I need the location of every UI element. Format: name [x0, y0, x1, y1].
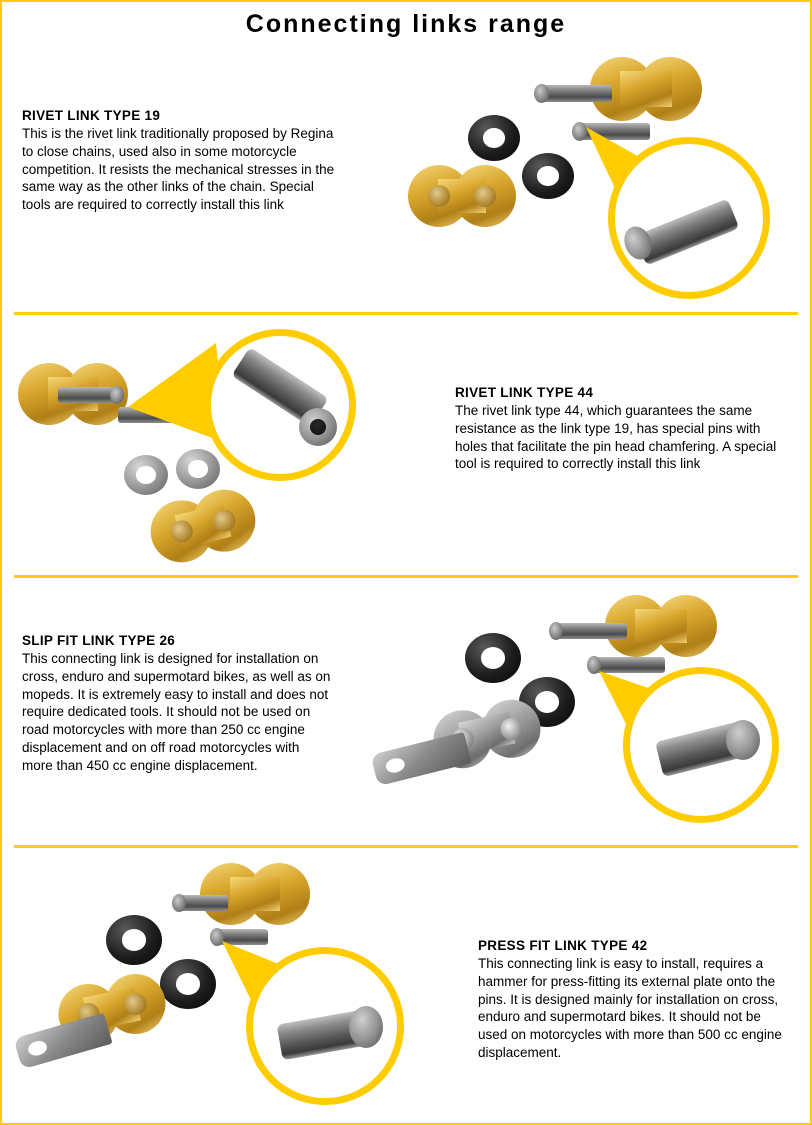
illustration-slip-fit-link-26	[355, 585, 800, 840]
magnified-plain-pin	[635, 198, 740, 265]
section-title-press-fit-link-type-42: PRESS FIT LINK TYPE 42	[478, 938, 648, 953]
section-divider-2	[14, 575, 798, 578]
section-title-rivet-link-type-19: RIVET LINK TYPE 19	[22, 108, 161, 123]
illustration-rivet-link-44	[10, 325, 410, 570]
magnifier-lens	[204, 329, 356, 481]
magnifier-lens	[246, 947, 404, 1105]
section-slip-fit-link-type-26-text	[22, 633, 332, 775]
section-body-rivet-link-type-44: The rivet link type 44, which guarantees the same resistance as the link type 19, has special pins with holes that facilitate the pin head chamfering. A special tool is required to correctly install this link	[455, 403, 777, 472]
section-rivet-link-type-19-text	[22, 108, 340, 214]
section-body-rivet-link-type-19: This is the rivet link traditionally proposed by Regina to close chains, used also in some motorcycle competition. It resists the mechanical stresses in the same way as the other links of the chain. Special tools are required to correctly install this link	[22, 126, 335, 213]
illustration-rivet-link-19	[390, 45, 800, 310]
magnifier-lens	[623, 667, 779, 823]
magnified-pin-head	[349, 1006, 383, 1048]
section-title-rivet-link-type-44: RIVET LINK TYPE 44	[455, 385, 594, 400]
illustration-press-fit-link-42	[10, 855, 440, 1117]
magnifier-lens	[608, 137, 770, 299]
section-body-slip-fit-link-type-26: This connecting link is designed for installation on cross, enduro and supermotard bikes, as well as on mopeds. It is extremely easy to install and does not require dedicated tools. It should not be used on road motorcycles with more than 250 cc engine displacement and on off road motorcycles with more than 450 cc engine displacement.	[22, 651, 331, 773]
section-body-press-fit-link-type-42: This connecting link is easy to install, requires a hammer for press-fitting its external plate onto the pins. It is designed mainly for installation on cross, enduro and supermotard bikes. It should not be used on motorcycles with more than 500 cc engine displacement.	[478, 956, 782, 1061]
magnified-pin-head	[726, 720, 760, 760]
section-rivet-link-type-44-text	[455, 385, 785, 473]
section-divider-1	[14, 312, 798, 315]
page-title: Connecting links range	[245, 10, 567, 38]
section-title-slip-fit-link-type-26: SLIP FIT LINK TYPE 26	[22, 633, 176, 648]
section-divider-3	[14, 845, 798, 848]
section-press-fit-link-type-42-text	[478, 938, 788, 1062]
magnified-pin-hole	[310, 419, 326, 435]
